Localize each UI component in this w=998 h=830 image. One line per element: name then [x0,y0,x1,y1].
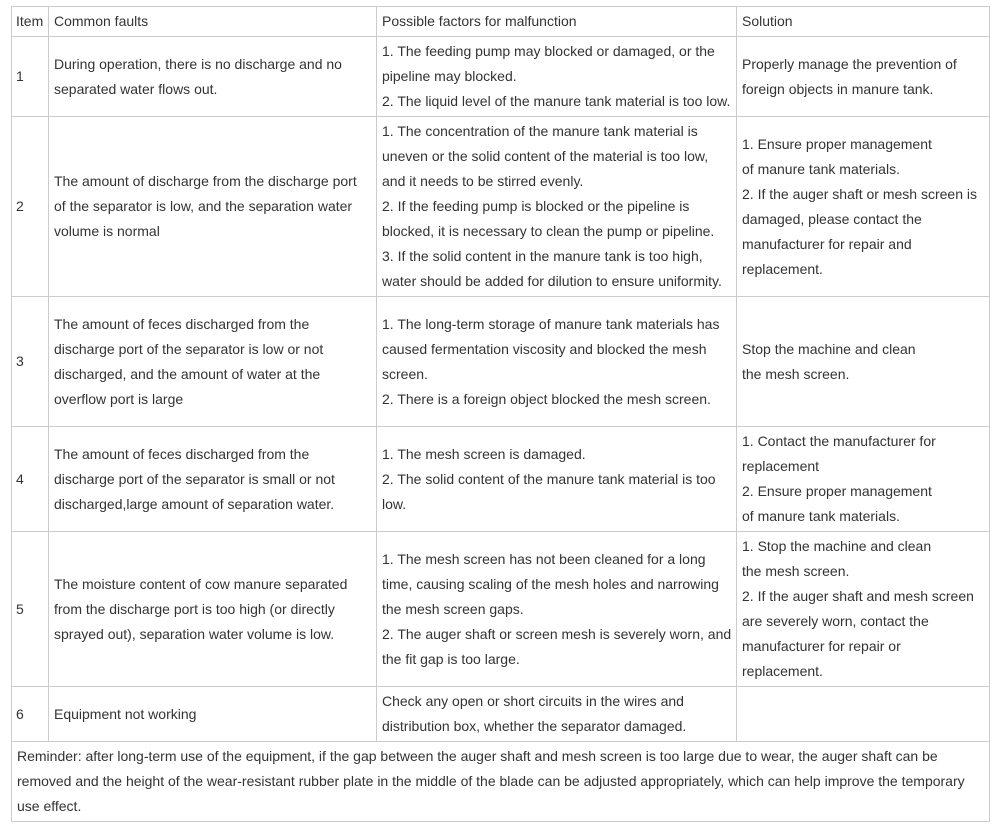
fault-cell-line: discharge port of the separator is small or not [54,470,335,487]
fault-cell-line: from the discharge port is too high (or directly [54,600,335,617]
fault-table [11,6,990,822]
solution-cell-line: manufacturer for repair or [742,638,901,654]
solution-cell-line: 1. Stop the machine and clean [742,538,932,554]
factors-cell-line: time, causing scaling of the mesh holes and narrowing [382,575,719,592]
header-common-faults: Common faults [49,7,377,37]
solution-cell-line: of manure tank materials. [742,508,900,524]
fault-cell-line: sprayed out), separation water volume is low. [54,625,335,642]
solution-cell-line: damaged, please contact the [742,210,922,227]
factors-cell-line: low. [382,495,407,512]
item-number: 2 [12,117,49,297]
item-number: 1 [12,37,49,117]
table-body [12,37,990,822]
table-row [12,297,990,427]
solution-cell-line: 2. Ensure proper management [742,483,932,499]
reminder-cell-line: removed and the height of the wear-resistant rubber plate in the middle of the blade can be adjusted appropriately, which can help improve the temporary [17,773,965,789]
reminder-cell-line: use effect. [17,798,82,814]
table-header-row [12,7,990,37]
solution-cell-line: the mesh screen. [742,365,850,382]
fault-cell-line: discharge port of the separator is low or not [54,340,324,357]
fault-cell [49,37,377,117]
header-possible-factors: Possible factors for malfunction [377,7,737,37]
factors-cell-line: screen. [382,365,428,382]
factors-cell [377,532,737,687]
reminder-cell-line: Reminder: after long-term use of the equipment, if the gap between the auger shaft and mesh screen is too large due to wear, the auger shaft can be [17,748,938,764]
factors-cell-line: uneven or the solid content of the material is too low, [382,148,709,164]
solution-cell-line: the mesh screen. [742,563,850,579]
solution-cell [737,117,990,297]
factors-cell-line: and it needs to be stirred evenly. [382,173,584,189]
solution-cell-line: of manure tank materials. [742,160,900,177]
item-number: 6 [12,687,49,742]
factors-cell-line: blocked, it is necessary to clean the pump or pipeline. [382,223,715,239]
fault-cell-line: The moisture content of cow manure separated [54,575,348,592]
solution-cell-line: are severely worn, contact the [742,613,929,629]
factors-cell-line: 2. The auger shaft or screen mesh is severely worn, and [382,625,732,642]
header-item: Item [12,7,49,37]
solution-cell-line: 2. If the auger shaft or mesh screen is [742,185,978,202]
fault-cell-line: discharged,large amount of separation water. [54,495,335,512]
fault-cell [49,117,377,297]
fault-cell [49,427,377,532]
factors-cell-line: 1. The feeding pump may blocked or damaged, or the [382,43,715,59]
solution-cell [737,427,990,532]
solution-cell-line: Properly manage the prevention of [742,55,957,72]
factors-cell-line: 2. If the feeding pump is blocked or the pipeline is [382,198,690,214]
solution-cell [737,687,990,742]
fault-cell [49,297,377,427]
fault-cell-line: The amount of discharge from the discharge port [54,173,357,189]
table-row [12,427,990,532]
reminder-row [12,742,990,822]
solution-cell-line: 2. If the auger shaft and mesh screen [742,588,974,604]
solution-cell-line: replacement. [742,663,823,679]
fault-cell-line: During operation, there is no discharge and no [54,55,342,72]
table-row [12,532,990,687]
solution-cell-line: 1. Contact the manufacturer for [742,433,936,449]
factors-cell [377,297,737,427]
factors-cell-line: distribution box, whether the separator damaged. [382,718,687,734]
table-row [12,687,990,742]
solution-cell [737,297,990,427]
fault-cell-line: Equipment not working [54,705,197,722]
solution-cell-line: replacement [742,458,820,474]
fault-cell-line: The amount of feces discharged from the [54,445,310,462]
factors-cell-line: 2. The solid content of the manure tank material is too [382,470,716,487]
factors-cell-line: 2. There is a foreign object blocked the mesh screen. [382,390,711,407]
fault-cell-line: volume is normal [54,223,160,239]
solution-cell [737,37,990,117]
item-number: 4 [12,427,49,532]
factors-cell-line: 1. The mesh screen has not been cleaned for a long [382,550,706,567]
fault-cell-line: The amount of feces discharged from the [54,315,310,332]
factors-cell-line: 1. The concentration of the manure tank material is [382,123,698,139]
factors-cell [377,427,737,532]
factors-cell-line: 2. The liquid level of the manure tank material is too low. [382,93,731,109]
factors-cell [377,37,737,117]
factors-cell-line: 1. The long-term storage of manure tank materials has [382,315,720,332]
solution-cell-line: Stop the machine and clean [742,340,916,357]
solution-cell-line: manufacturer for repair and [742,235,912,252]
table-row [12,37,990,117]
factors-cell-line: the fit gap is too large. [382,650,520,667]
solution-cell-line: 1. Ensure proper management [742,135,932,152]
solution-cell-line: replacement. [742,260,823,277]
reminder-cell [12,742,990,822]
factors-cell [377,117,737,297]
factors-cell [377,687,737,742]
factors-cell-line: the mesh screen gaps. [382,600,524,617]
factors-cell-line: 3. If the solid content in the manure tank is too high, [382,248,703,264]
fault-cell-line: discharged, and the amount of water at the [54,365,321,382]
solution-cell-line: foreign objects in manure tank. [742,80,934,97]
solution-cell [737,532,990,687]
item-number: 5 [12,532,49,687]
fault-cell [49,687,377,742]
item-number: 3 [12,297,49,427]
fault-cell-line: separated water flows out. [54,80,218,97]
factors-cell-line: pipeline may blocked. [382,68,517,84]
table-row [12,117,990,297]
fault-cell [49,532,377,687]
factors-cell-line: water should be added for dilution to ensure uniformity. [382,273,722,289]
factors-cell-line: Check any open or short circuits in the wires and [382,693,684,709]
factors-cell-line: 1. The mesh screen is damaged. [382,445,586,462]
header-solution: Solution [737,7,990,37]
factors-cell-line: caused fermentation viscosity and blocked the mesh [382,340,707,357]
fault-cell-line: of the separator is low, and the separation water [54,198,353,214]
fault-cell-line: overflow port is large [54,390,184,407]
fault-table-container [11,6,990,822]
